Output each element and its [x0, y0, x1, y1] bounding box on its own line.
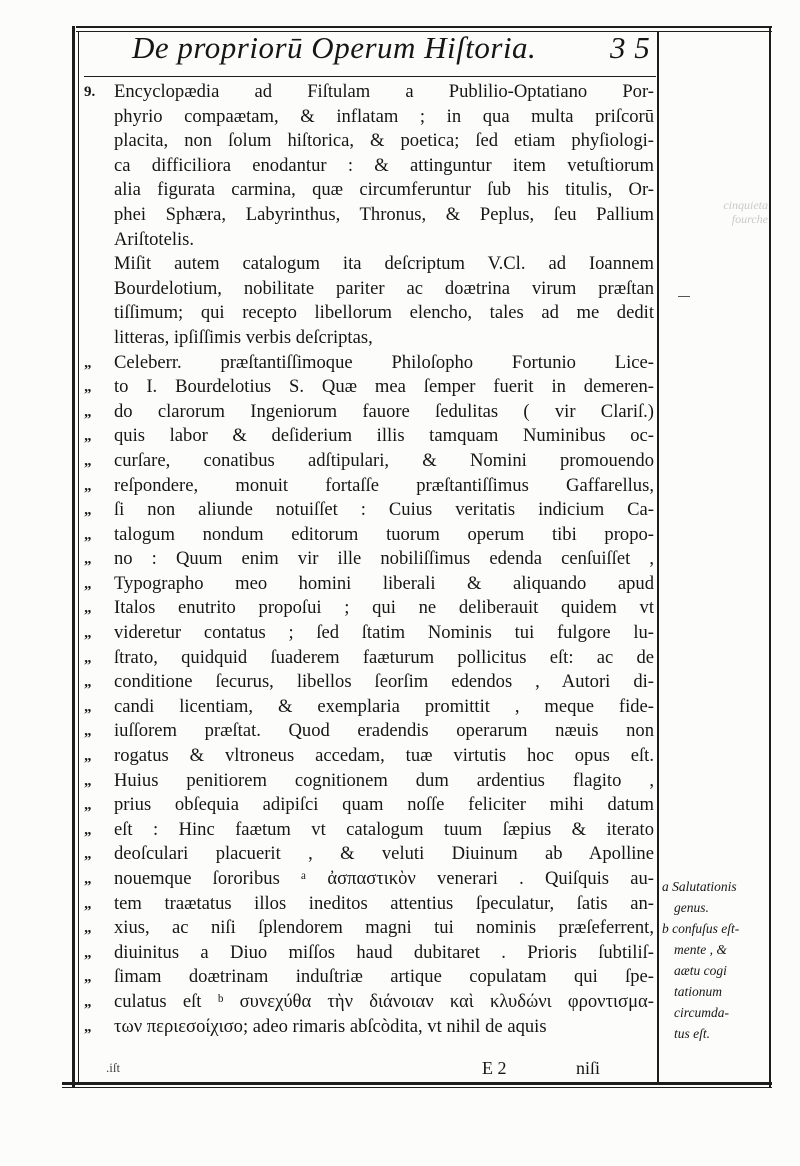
line-marker: „	[84, 452, 92, 469]
text-line	[84, 646, 656, 671]
line-marker: „	[84, 551, 92, 568]
text-line	[84, 990, 656, 1015]
text-line	[84, 769, 656, 794]
line-text: tiſſimum; qui recepto libellorum elencho, tales ad me dedit	[114, 302, 654, 324]
line-text: των περιεσοίχισο; adeo rimaris abſcòdita, vt nihil de aquis	[114, 1015, 547, 1037]
line-marker: „	[84, 797, 92, 814]
line-text: eſt : Hinc faætum vt catalogum tuum ſæpius & iterato	[114, 818, 654, 840]
text-line	[84, 670, 656, 695]
margin-note-line: tationum	[674, 984, 723, 999]
text-line	[84, 744, 656, 769]
text-line	[84, 867, 656, 892]
text-line	[84, 547, 656, 572]
line-text: deoſculari placuerit , & veluti Diuinum ab Apolline	[114, 843, 654, 865]
frame-left-rule	[72, 26, 75, 1088]
text-line	[84, 301, 656, 326]
text-line	[84, 1015, 656, 1040]
line-marker: „	[84, 477, 92, 494]
running-header	[132, 30, 652, 72]
text-line	[84, 400, 656, 425]
line-marker: „	[84, 993, 92, 1010]
line-text: Italos enutrito propoſui ; qui ne deliberauit quidem vt	[114, 597, 654, 619]
line-marker: „	[84, 575, 92, 592]
text-line	[84, 277, 656, 302]
line-marker: „	[84, 625, 92, 642]
line-text: ſi non aliunde notuiſſet : Cuius veritatis indicium Ca-	[114, 499, 654, 521]
line-marker: „	[84, 871, 92, 887]
text-line	[84, 818, 656, 843]
line-text: do clarorum Ingeniorum fauore ſedulitas ( vir Clariſ.)	[114, 400, 654, 422]
line-marker: „	[84, 428, 92, 445]
text-line	[84, 449, 656, 474]
page-number: 3 5	[610, 30, 651, 65]
line-marker: „	[84, 649, 92, 666]
text-line	[84, 424, 656, 449]
line-text: candi licentiam, & exemplaria promittit , meque fide-	[114, 695, 654, 717]
line-marker: „	[84, 821, 92, 838]
running-title: De propriorū Operum Hiſtoria.	[132, 30, 537, 65]
margin-note-line: tus eſt.	[674, 1026, 710, 1041]
text-line	[84, 621, 656, 646]
frame-bottom-inner-rule	[62, 1087, 772, 1088]
stray-mark: .iſt	[106, 1060, 121, 1075]
line-text: placita, non ſolum hiſtorica, & poetica; ſed etiam phyſiologi-	[114, 130, 654, 152]
line-marker: „	[84, 895, 92, 912]
text-line	[84, 498, 656, 523]
line-text: xius, ac niſi ſplendorem magni tui nominis præſeferrent,	[114, 917, 654, 939]
line-text: prius obſequia adipiſci quam noſſe feliciter mihi datum	[114, 794, 654, 816]
line-text: rogatus & vltroneus accedam, tuæ virtutis hoc opus eſt.	[114, 745, 654, 767]
line-text: Bourdelotium, nobilitate pariter ac doætrina virum præſtan	[114, 277, 654, 299]
line-marker: „	[84, 526, 92, 543]
text-line	[84, 203, 656, 228]
catchline	[84, 1056, 656, 1080]
margin-dash	[678, 296, 690, 297]
frame-bottom-rule	[62, 1082, 772, 1085]
line-marker: „	[84, 403, 92, 420]
line-text: tem traætatus illos ineditos attentius ſpeculatur, ſatis an-	[114, 892, 654, 914]
line-text: phyrio compaætam, & inflatam ; in qua multa priſcorū	[114, 105, 654, 127]
text-line	[84, 719, 656, 744]
line-marker: „	[84, 379, 92, 396]
margin-note-line: genus.	[674, 900, 709, 915]
text-line	[84, 695, 656, 720]
line-marker: „	[84, 502, 92, 519]
text-line	[84, 375, 656, 400]
line-text: ca difficiliora enodantur : & attinguntur item vetuſtiorum	[114, 154, 654, 176]
text-line	[84, 892, 656, 917]
text-line	[84, 596, 656, 621]
line-text: ſimam doætrinam induſtriæ artique copulatam qui ſpe-	[114, 966, 654, 988]
line-text: culatus eſt ᵇ συνεχύθα τὴν διάνοιαν καὶ κλυδώνι φροντισμα-	[114, 990, 654, 1012]
text-line	[84, 941, 656, 966]
line-text: ſtrato, quidquid ſuaderem faæturum pollicitus eſt: ac de	[114, 646, 654, 668]
line-text: litteras, ipſiſſimis verbis deſcriptas,	[114, 326, 373, 348]
bleed-through-text: cinquieta fourche	[723, 198, 768, 226]
text-line	[84, 842, 656, 867]
line-text: alia figurata carmina, quæ circumferuntur ſub his titulis, Or-	[114, 179, 654, 201]
line-marker: „	[84, 748, 92, 765]
header-underline	[84, 76, 656, 77]
margin-note-line: mente , &	[674, 942, 727, 957]
text-line	[84, 228, 656, 253]
line-text: Encyclopædia ad Fiſtulam a Publilio-Optatiano Por-	[114, 81, 654, 102]
line-text: diuinitus a Diuo miſſos haud dubitaret . Prioris ſubtiliſ-	[114, 941, 654, 963]
line-marker: „	[84, 969, 92, 986]
margin-note-line: aætu cogi	[674, 963, 727, 978]
line-marker: „	[84, 600, 92, 617]
text-line	[84, 178, 656, 203]
signature-mark: E 2	[482, 1058, 507, 1078]
text-line	[84, 129, 656, 154]
line-text: curſare, conatibus adſtipulari, & Nomini promouendo	[114, 449, 654, 471]
text-line	[84, 326, 656, 351]
main-text-block	[84, 80, 656, 1039]
line-text: Huius penitiorem cognitionem dum ardentius flagito ,	[114, 769, 654, 791]
text-line	[84, 916, 656, 941]
text-line	[84, 793, 656, 818]
line-marker: „	[84, 1018, 92, 1035]
line-text: Miſit autem catalogum ita deſcriptum V.Cl. ad Ioannem	[114, 253, 654, 275]
frame-top-rule	[76, 26, 772, 28]
line-text: videretur contatus ; ſed ſtatim Nominis tui fulgore lu-	[114, 622, 654, 644]
text-line	[84, 80, 656, 105]
text-line	[84, 105, 656, 130]
line-text: talogum nondum editorum tuorum operum tibi propo-	[114, 523, 654, 545]
line-text: phei Sphæra, Labyrinthus, Thronus, & Peplus, ſeu Pallium	[114, 203, 654, 225]
line-text: iuſſorem præſtat. Quod eradendis operarum næuis non	[114, 720, 654, 742]
line-marker: „	[84, 674, 92, 691]
line-text: nouemque ſororibus ᵃ ἀσπαστικὸν venerari . Quiſquis au-	[114, 868, 654, 889]
line-text: Typographo meo homini liberali & aliquando apud	[114, 572, 654, 594]
line-text: Celeberr. præſtantiſſimoque Philoſopho Fortunio Lice-	[114, 351, 654, 373]
line-marker: 9.	[84, 84, 96, 100]
line-text: conditione ſecurus, libellos ſeorſim edendos , Autori di-	[114, 671, 654, 693]
text-line	[84, 523, 656, 548]
margin-note-line: a Salutationis	[662, 879, 737, 894]
line-text: reſpondere, monuit fortaſſe præſtantiſſimus Gaffarellus,	[114, 474, 654, 496]
margin-note-line: circumda-	[674, 1005, 729, 1020]
frame-left-inner-rule	[78, 32, 79, 1082]
line-text: to I. Bourdelotius S. Quæ mea ſemper fuerit in demeren-	[114, 376, 654, 398]
text-line	[84, 154, 656, 179]
line-marker: „	[84, 846, 92, 863]
line-marker: „	[84, 920, 92, 937]
line-marker: „	[84, 772, 92, 789]
line-marker: „	[84, 723, 92, 740]
text-line	[84, 252, 656, 277]
line-text: Ariſtotelis.	[114, 228, 195, 250]
catchword: niſi	[576, 1058, 601, 1078]
margin-note-line: b confuſus eſt-	[662, 921, 740, 936]
line-marker: „	[84, 698, 92, 715]
line-marker: „	[84, 944, 92, 961]
line-text: no : Quum enim vir ille nobiliſſimus edenda cenſuiſſet ,	[114, 548, 654, 570]
text-line	[84, 965, 656, 990]
margin-notes	[662, 876, 770, 1044]
line-marker: „	[84, 354, 92, 371]
line-text: quis labor & deſiderium illis tamquam Numinibus oc-	[114, 425, 654, 447]
text-line	[84, 572, 656, 597]
text-line	[84, 474, 656, 499]
text-line	[84, 351, 656, 376]
margin-column-rule	[657, 32, 659, 1082]
